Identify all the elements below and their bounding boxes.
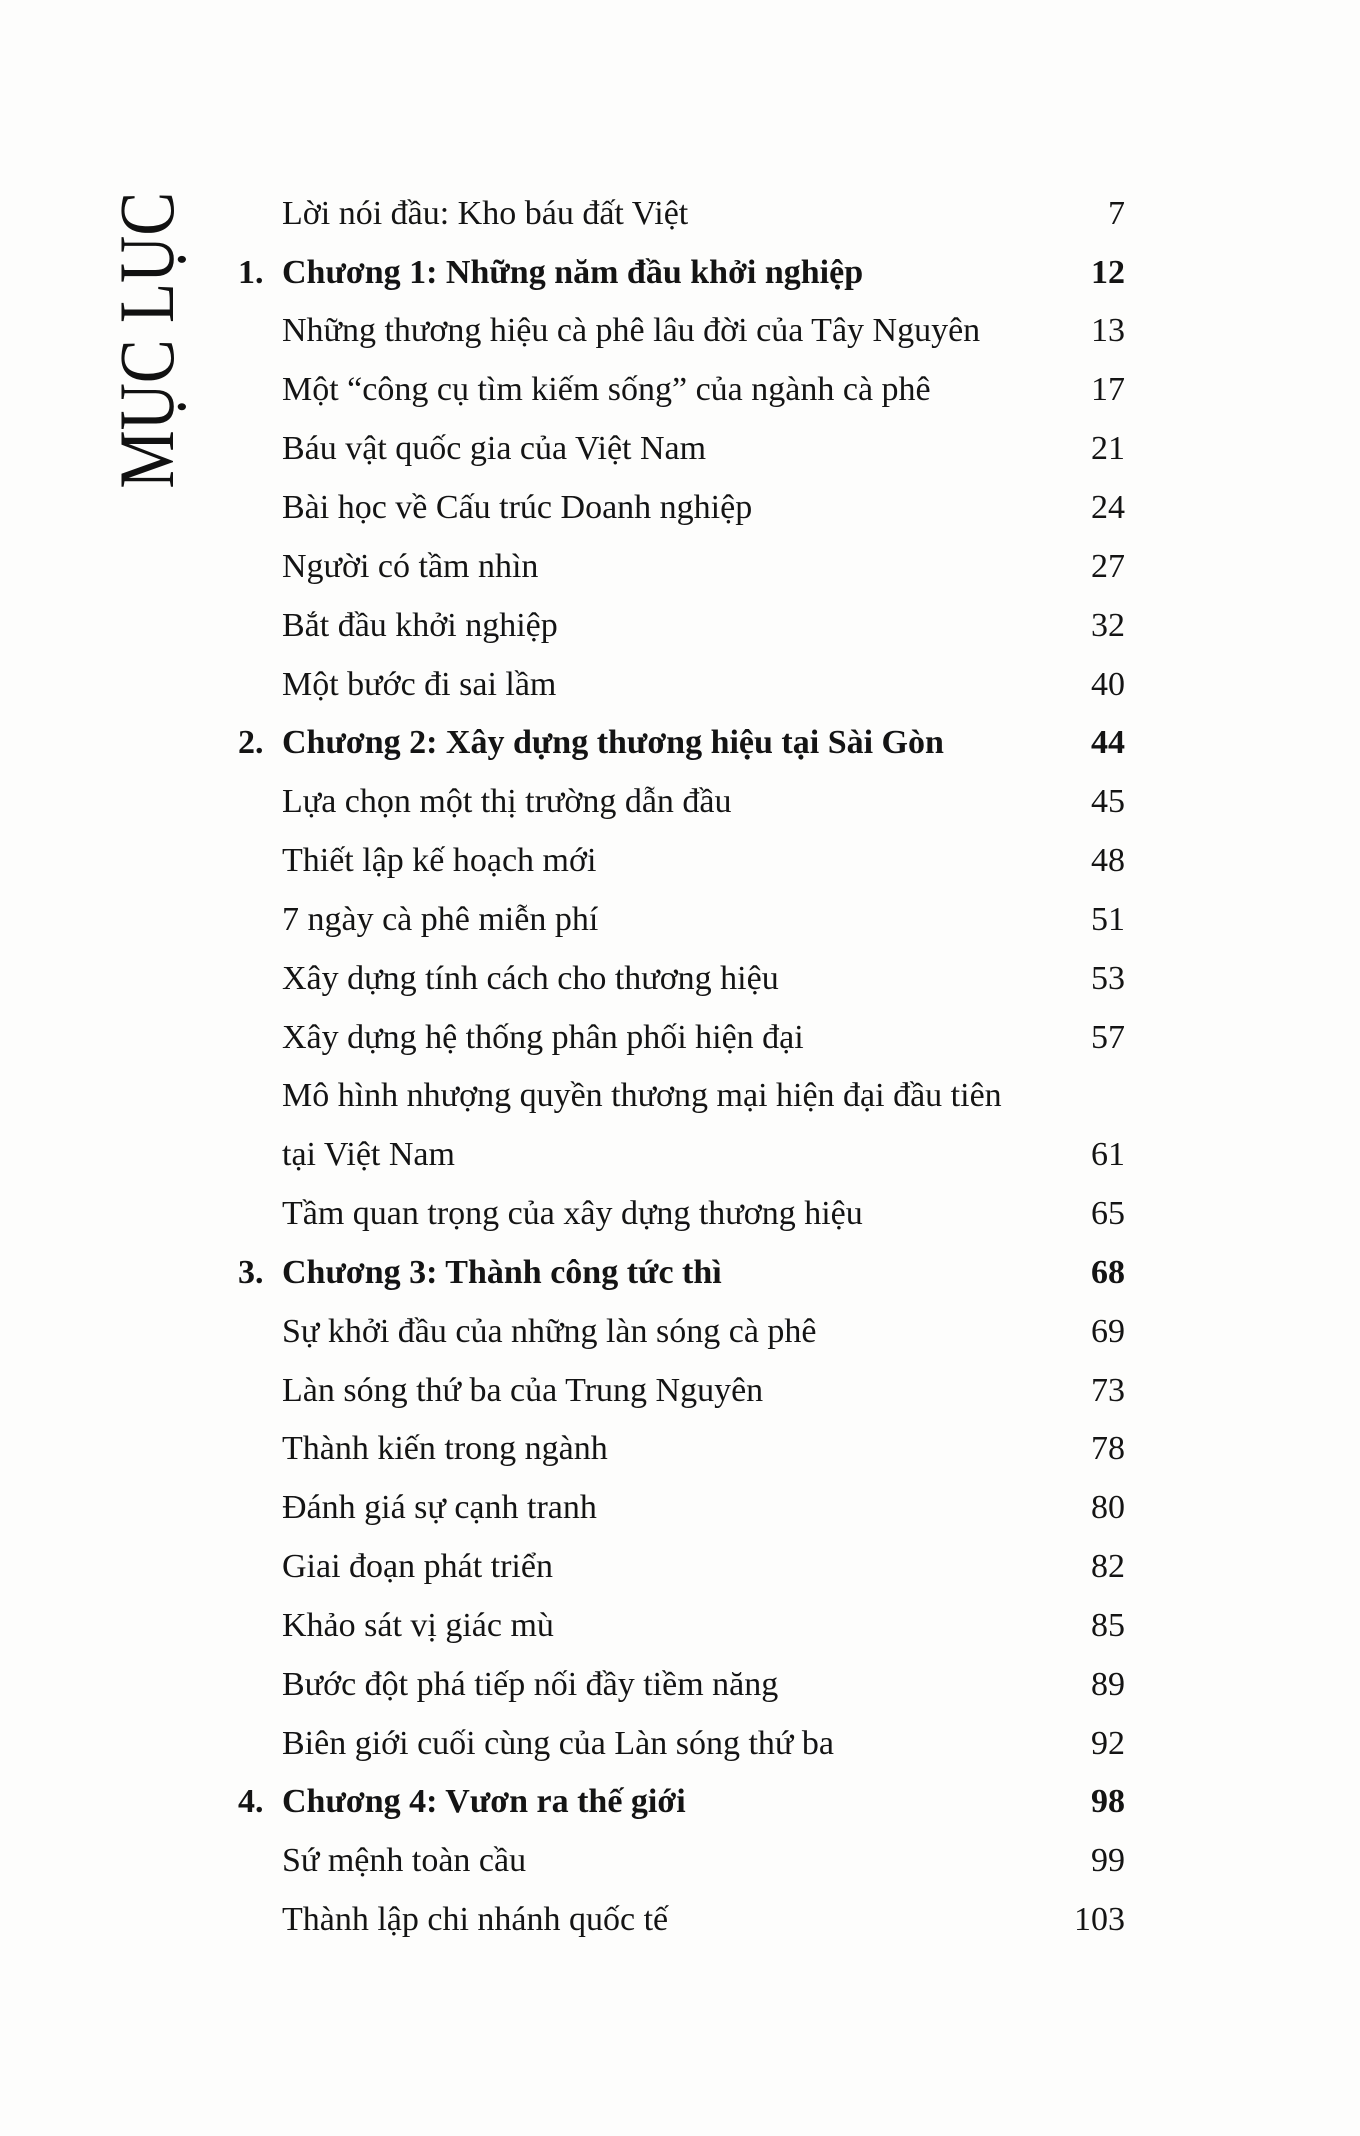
toc-page-number: 13 xyxy=(1091,312,1125,350)
toc-page-number: 7 xyxy=(1108,194,1125,232)
toc-page-number: 68 xyxy=(1091,1253,1125,1291)
toc-entry-row xyxy=(0,597,1360,655)
toc-page-number: 61 xyxy=(1091,1136,1125,1174)
toc-chapter-row xyxy=(0,714,1360,772)
toc-section-title: Tầm quan trọng của xây dựng thương hiệu xyxy=(282,1195,863,1233)
toc-entry-row xyxy=(0,1597,1360,1655)
toc-entry-row xyxy=(0,1126,1360,1184)
toc-section-title: Thành kiến trong ngành xyxy=(282,1430,608,1468)
toc-chapter-number: 2. xyxy=(238,724,264,762)
toc-page-number: 48 xyxy=(1091,842,1125,880)
toc-section-title: Xây dựng hệ thống phân phối hiện đại xyxy=(282,1018,804,1056)
toc-page-number: 24 xyxy=(1091,489,1125,526)
toc-page-number: 82 xyxy=(1091,1548,1125,1586)
toc-section-title: Sự khởi đầu của những làn sóng cà phê xyxy=(282,1312,817,1350)
toc-chapter-row xyxy=(0,1773,1360,1831)
toc-page-number: 17 xyxy=(1091,371,1125,409)
toc-section-title: Biên giới cuối cùng của Làn sóng thứ ba xyxy=(282,1724,834,1762)
toc-section-title: Thành lập chi nhánh quốc tế xyxy=(282,1901,669,1939)
toc-page-number: 57 xyxy=(1091,1018,1125,1056)
toc-entry-row xyxy=(0,1656,1360,1714)
toc-page-number: 92 xyxy=(1091,1724,1125,1762)
toc-page-number: 12 xyxy=(1091,253,1125,291)
toc-section-title: Những thương hiệu cà phê lâu đời của Tây Nguyên xyxy=(282,312,981,350)
toc-entry-row xyxy=(0,302,1360,360)
toc-page-number: 69 xyxy=(1091,1312,1125,1350)
toc-entry-row xyxy=(0,1303,1360,1361)
toc-entry-row xyxy=(0,1715,1360,1773)
toc-page-number: 21 xyxy=(1091,430,1125,468)
toc-section-title: Bước đột phá tiếp nối đầy tiềm năng xyxy=(282,1665,779,1703)
toc-page-number: 73 xyxy=(1091,1371,1125,1409)
toc-chapter-number: 3. xyxy=(238,1253,264,1291)
toc-page-number: 85 xyxy=(1091,1606,1125,1644)
toc-entry-row xyxy=(0,1009,1360,1067)
toc-entry-row xyxy=(0,479,1360,537)
toc-entry-row xyxy=(0,1832,1360,1890)
toc-page-number: 99 xyxy=(1091,1842,1125,1880)
toc-entry-row xyxy=(0,185,1360,243)
toc-chapter-row xyxy=(0,244,1360,302)
toc-section-title: Làn sóng thứ ba của Trung Nguyên xyxy=(282,1371,764,1409)
toc-entry-row xyxy=(0,1538,1360,1596)
toc-entry-row xyxy=(0,891,1360,949)
toc-chapter-title: Chương 1: Những năm đầu khởi nghiệp xyxy=(282,253,864,291)
toc-entry-row xyxy=(0,1479,1360,1537)
toc-page-number: 98 xyxy=(1091,1783,1125,1821)
toc-entry-row xyxy=(0,420,1360,478)
toc-entry-row xyxy=(0,1891,1360,1949)
toc-chapter-number: 4. xyxy=(238,1783,264,1821)
toc-chapter-title: Chương 4: Vươn ra thế giới xyxy=(282,1783,686,1821)
toc-entry-row xyxy=(0,950,1360,1008)
toc-section-title: Lời nói đầu: Kho báu đất Việt xyxy=(282,194,689,232)
toc-page-number: 103 xyxy=(1074,1901,1125,1939)
toc-chapter-number: 1. xyxy=(238,253,264,291)
toc-section-title: Sứ mệnh toàn cầu xyxy=(282,1842,527,1880)
toc-section-title: Đánh giá sự cạnh tranh xyxy=(282,1489,597,1527)
toc-page-number: 45 xyxy=(1091,783,1125,821)
toc-section-title: tại Việt Nam xyxy=(282,1136,455,1174)
toc-entry-row xyxy=(0,361,1360,419)
toc-chapter-title: Chương 3: Thành công tức thì xyxy=(282,1253,722,1291)
toc-page-number: 80 xyxy=(1091,1489,1125,1527)
toc-entry-row xyxy=(0,1420,1360,1478)
toc-section-title: Khảo sát vị giác mù xyxy=(282,1606,554,1644)
table-of-contents-title: MỤC LỤC xyxy=(103,191,190,489)
toc-section-title: Mô hình nhượng quyền thương mại hiện đại đầu tiên xyxy=(282,1077,1002,1115)
toc-page-number: 89 xyxy=(1091,1665,1125,1703)
toc-section-title: Một “công cụ tìm kiếm sống” của ngành cà phê xyxy=(282,371,931,409)
toc-section-title: Bắt đầu khởi nghiệp xyxy=(282,606,558,644)
toc-page-number: 53 xyxy=(1091,959,1125,997)
toc-section-title: Lựa chọn một thị trường dẫn đầu xyxy=(282,783,732,821)
toc-entry-row xyxy=(0,656,1360,714)
toc-section-title: Bài học về Cấu trúc Doanh nghiệp xyxy=(282,489,753,526)
toc-section-title: Một bước đi sai lầm xyxy=(282,665,557,703)
toc-entry-row xyxy=(0,773,1360,831)
toc-page-number: 32 xyxy=(1091,606,1125,644)
toc-entry-row xyxy=(0,1362,1360,1420)
toc-entry-row xyxy=(0,1067,1360,1125)
toc-page-number: 27 xyxy=(1091,547,1125,585)
toc-entry-row xyxy=(0,1185,1360,1243)
toc-page-number: 40 xyxy=(1091,665,1125,703)
toc-entry-row xyxy=(0,538,1360,596)
toc-entry-row xyxy=(0,832,1360,890)
toc-section-title: Thiết lập kế hoạch mới xyxy=(282,842,597,880)
toc-page-number: 44 xyxy=(1091,724,1125,762)
toc-section-title: Báu vật quốc gia của Việt Nam xyxy=(282,430,707,468)
toc-section-title: 7 ngày cà phê miễn phí xyxy=(282,900,599,938)
toc-section-title: Người có tầm nhìn xyxy=(282,547,539,585)
toc-chapter-row xyxy=(0,1244,1360,1302)
toc-page-number: 65 xyxy=(1091,1195,1125,1233)
toc-section-title: Xây dựng tính cách cho thương hiệu xyxy=(282,959,779,997)
toc-chapter-title: Chương 2: Xây dựng thương hiệu tại Sài Gòn xyxy=(282,724,944,762)
toc-page-number: 78 xyxy=(1091,1430,1125,1468)
toc-page-number: 51 xyxy=(1091,900,1125,938)
toc-section-title: Giai đoạn phát triển xyxy=(282,1548,553,1586)
